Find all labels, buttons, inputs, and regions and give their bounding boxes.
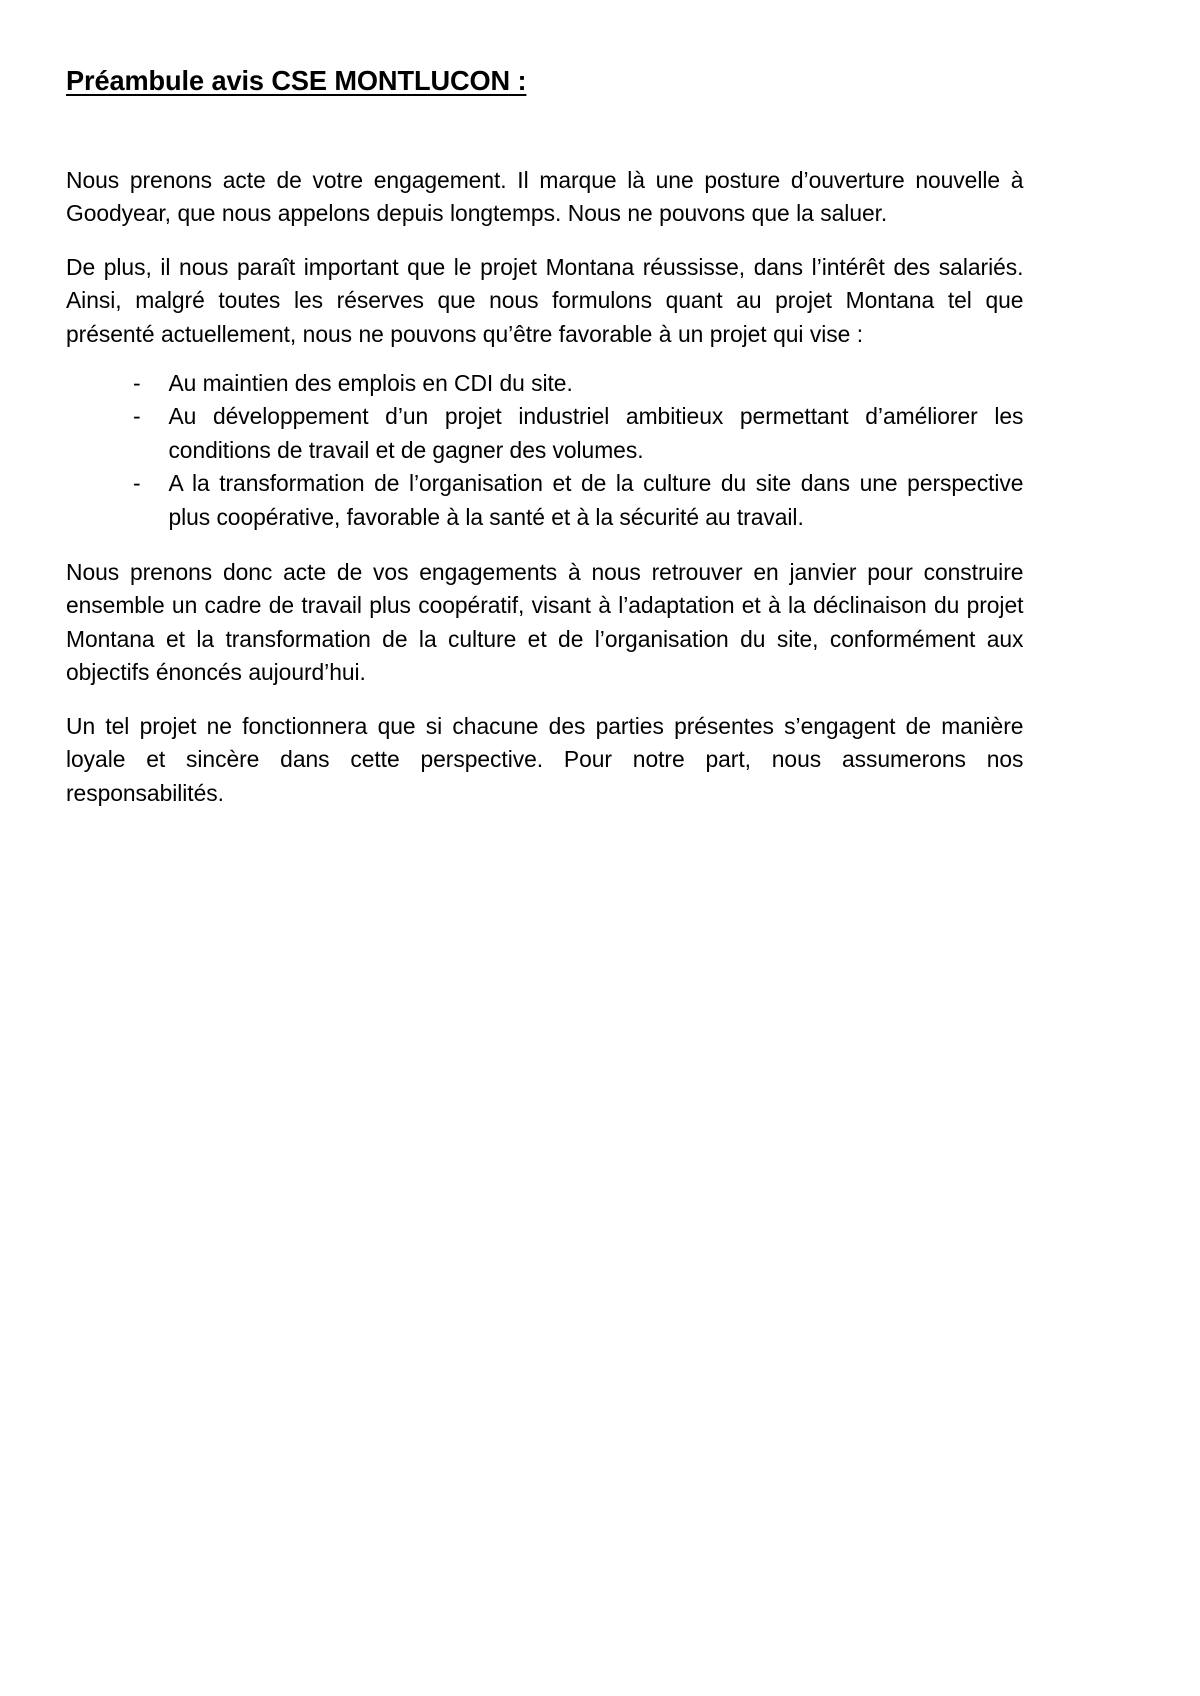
list-item (66, 467, 1023, 534)
list-item (66, 367, 1023, 400)
dash-marker: - (132, 370, 141, 397)
document-body (66, 0, 1038, 810)
paragraph-1: Nous prenons acte de votre engagement. Il marque là une posture d’ouverture nouvelle à Goodyear, que nous appelons depuis longtemps. Nous ne pouvons que la saluer. (66, 167, 1024, 227)
dash-marker: - (132, 403, 141, 430)
list-item-label: Au maintien des emplois en CDI du site. (168, 370, 573, 397)
paragraph-2: De plus, il nous paraît important que le projet Montana réussisse, dans l’intérêt des salariés. Ainsi, malgré toutes les réserves que nous formulons quant au projet Montana tel que présenté actuellement, nous ne pouvons qu’être favorable à un projet qui vise : (66, 253, 1024, 347)
list-item-label: Au développement d’un projet industriel ambitieux permettant d’améliorer les conditions de travail et de gagner des volumes. (168, 403, 1024, 463)
paragraph-4: Un tel projet ne fonctionnera que si chacune des parties présentes s’engagent de manière loyale et sincère dans cette perspective. Pour notre part, nous assumerons nos responsabilités. (66, 712, 1024, 806)
page-title: Préambule avis CSE MONTLUCON : (66, 65, 527, 96)
list-item-label: A la transformation de l’organisation et de la culture du site dans une perspective plus coopérative, favorable à la santé et à la sécurité au travail. (168, 470, 1024, 530)
list-item (66, 400, 1023, 467)
dash-marker: - (132, 470, 141, 497)
paragraph-3: Nous prenons donc acte de vos engagements à nous retrouver en janvier pour construire ensemble un cadre de travail plus coopératif, visant à l’adaptation et à la déclinaison du projet Montana et la transformation de la culture et de l’organisation du site, conformément aux objectifs énoncés aujourd’hui. (66, 559, 1024, 686)
commitments-list (66, 367, 1038, 534)
